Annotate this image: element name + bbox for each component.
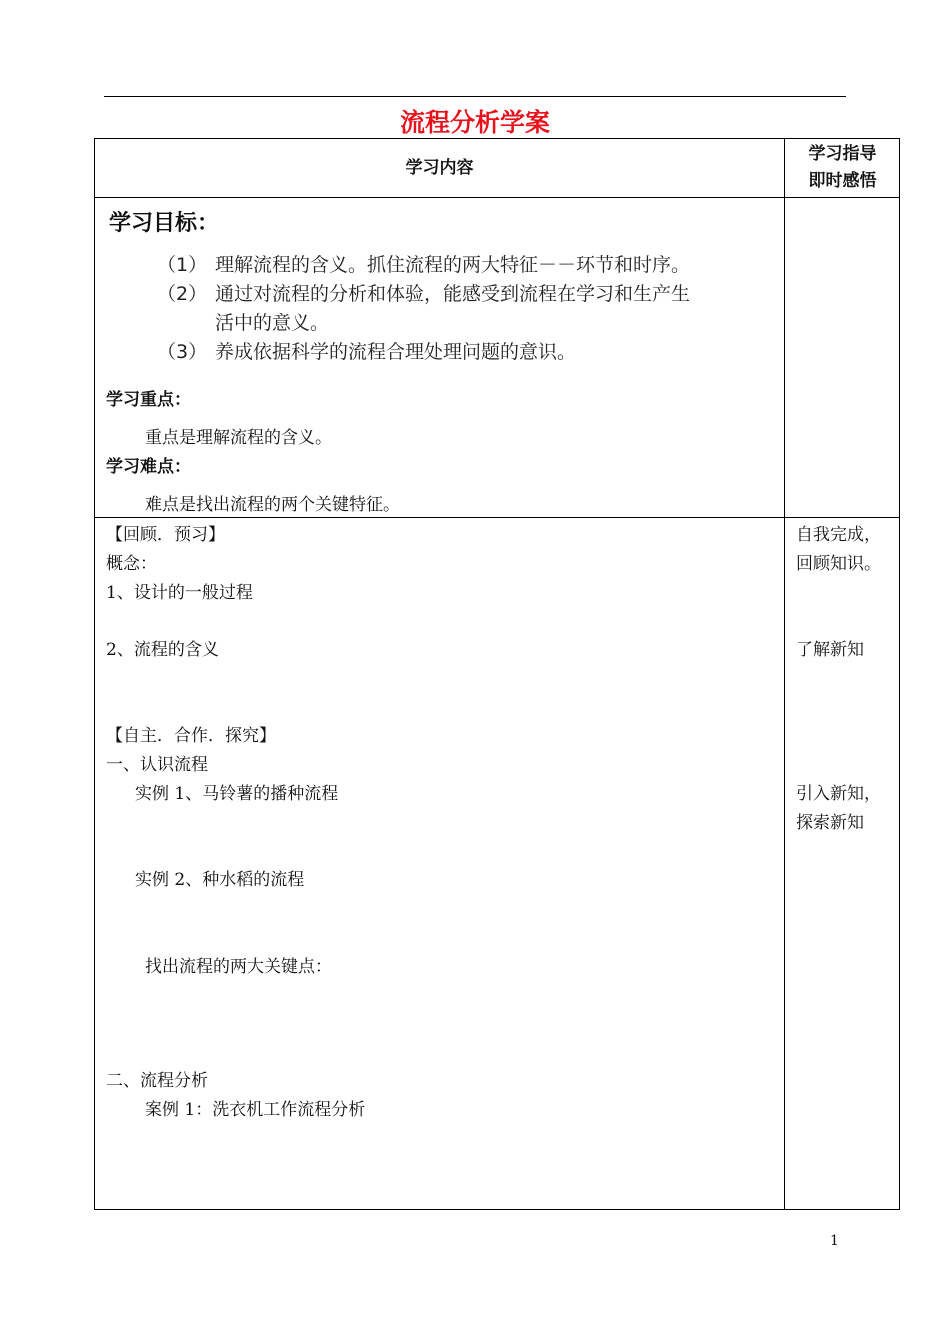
section-1-heading: 一、认识流程 xyxy=(106,755,208,775)
side-note-3-line2: 探索新知 xyxy=(796,813,864,833)
review-item-1: 1、设计的一般过程 xyxy=(106,583,253,603)
document-title: 流程分析学案 xyxy=(399,108,550,137)
column-divider xyxy=(784,139,785,1209)
concept-label: 概念： xyxy=(106,554,157,574)
header-study-content: 学习内容 xyxy=(405,157,474,178)
side-note-2: 了解新知 xyxy=(796,640,864,660)
side-note-1-line1: 自我完成， xyxy=(796,525,881,545)
objective-3-text: 养成依据科学的流程合理处理问题的意识。 xyxy=(215,341,577,363)
case-1: 案例 1：洗衣机工作流程分析 xyxy=(145,1100,366,1120)
section-2-heading: 二、流程分析 xyxy=(106,1071,208,1091)
goals-heading: 学习目标： xyxy=(109,211,220,236)
page-number: 1 xyxy=(830,1233,839,1249)
header-guidance-line1: 学习指导 xyxy=(808,144,877,164)
header-guidance-line2: 即时感悟 xyxy=(808,171,877,191)
difficult-point-text: 难点是找出流程的两个关键特征。 xyxy=(145,495,400,515)
goals-row-divider xyxy=(95,517,899,518)
objective-1-number: （1） xyxy=(157,254,208,276)
difficult-point-label: 学习难点： xyxy=(106,457,191,477)
header-guidance xyxy=(785,139,900,197)
objective-2-text: 通过对流程的分析和体验，能感受到流程在学习和生产生 xyxy=(215,283,691,305)
review-heading: 【回顾．预习】 xyxy=(106,525,225,545)
key-point-text: 重点是理解流程的含义。 xyxy=(145,428,332,448)
objective-2-continuation: 活中的意义。 xyxy=(215,312,330,334)
side-note-1-line2: 回顾知识。 xyxy=(796,554,881,574)
review-item-2: 2、流程的含义 xyxy=(106,640,219,660)
objective-3-number: （3） xyxy=(157,341,208,363)
example-2: 实例 2、种水稻的流程 xyxy=(135,870,305,890)
side-note-3-line1: 引入新知， xyxy=(796,784,881,804)
objective-2-number: （2） xyxy=(157,283,208,305)
example-1: 实例 1、马铃薯的播种流程 xyxy=(135,784,339,804)
explore-heading: 【自主．合作．探究】 xyxy=(106,726,276,746)
key-point-label: 学习重点： xyxy=(106,390,191,410)
header-rule xyxy=(104,96,846,97)
objective-1-text: 理解流程的含义。抓住流程的两大特征－－环节和时序。 xyxy=(215,254,691,276)
header-row-divider xyxy=(95,197,899,198)
find-key-points: 找出流程的两大关键点： xyxy=(145,957,332,977)
study-table xyxy=(94,138,900,1210)
